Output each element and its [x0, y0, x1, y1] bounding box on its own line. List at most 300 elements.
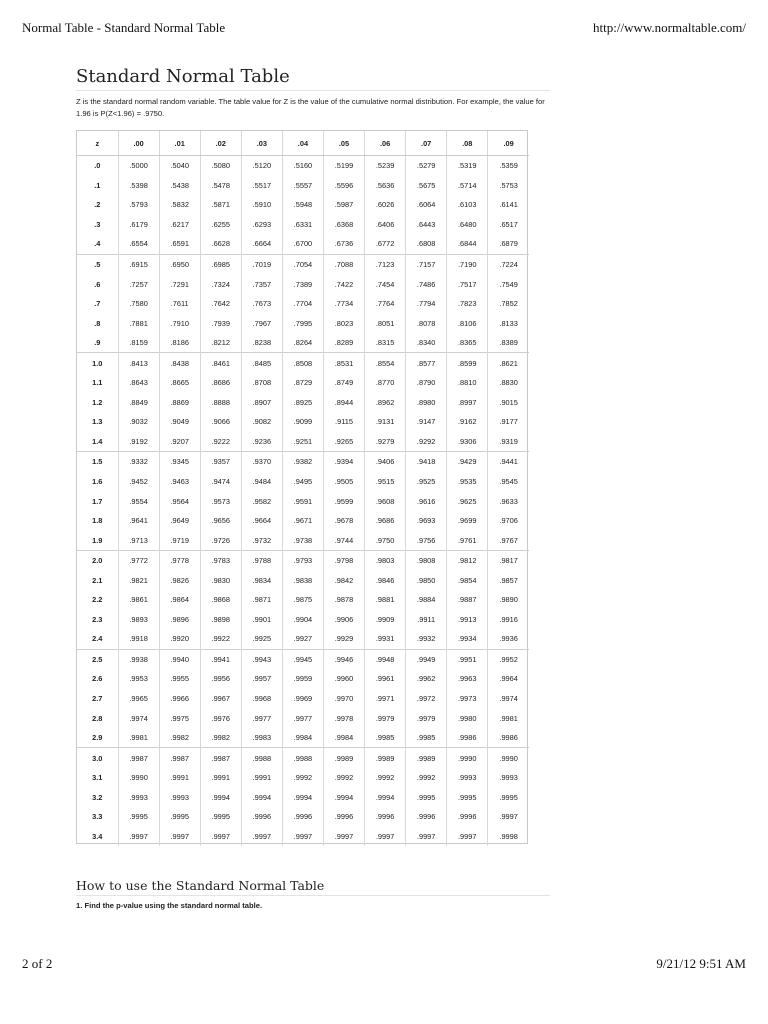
- probability-cell: .6950: [159, 254, 200, 274]
- probability-cell: .9608: [365, 491, 406, 511]
- probability-cell: .8665: [159, 373, 200, 393]
- probability-cell: .9545: [488, 472, 529, 492]
- probability-cell: .5871: [200, 195, 241, 215]
- probability-cell: .7995: [282, 313, 323, 333]
- probability-cell: .9985: [406, 728, 447, 748]
- probability-cell: .7190: [447, 254, 488, 274]
- probability-cell: .9750: [365, 530, 406, 550]
- probability-cell: .6808: [406, 234, 447, 254]
- probability-cell: .8023: [323, 313, 364, 333]
- z-value-cell: .2: [94, 200, 101, 210]
- probability-cell: .8708: [241, 373, 282, 393]
- probability-cell: .9966: [159, 689, 200, 709]
- probability-cell: .6554: [118, 234, 159, 254]
- table-row: [77, 768, 529, 788]
- probability-cell: .8289: [323, 333, 364, 353]
- probability-cell: .9147: [406, 412, 447, 432]
- section-divider: [76, 895, 550, 896]
- probability-cell: .9846: [365, 570, 406, 590]
- probability-cell: .9793: [282, 550, 323, 570]
- probability-cell: .9982: [159, 728, 200, 748]
- probability-cell: .9997: [323, 827, 364, 847]
- probability-cell: .9993: [159, 788, 200, 808]
- z-value-cell: 1.0: [77, 353, 118, 373]
- probability-cell: .9916: [488, 610, 529, 630]
- probability-cell: .7549: [488, 274, 529, 294]
- probability-cell: .9975: [159, 708, 200, 728]
- table-row: [77, 333, 529, 353]
- probability-cell: .9319: [488, 432, 529, 452]
- table-row: [77, 788, 529, 808]
- probability-cell: .9948: [365, 649, 406, 669]
- probability-cell: .9222: [200, 432, 241, 452]
- probability-cell: .9850: [406, 570, 447, 590]
- probability-cell: .9979: [406, 708, 447, 728]
- probability-cell: .9893: [118, 610, 159, 630]
- probability-cell: .7611: [159, 294, 200, 314]
- probability-cell: .7088: [323, 254, 364, 274]
- probability-cell: .9633: [488, 491, 529, 511]
- probability-cell: .9706: [488, 511, 529, 531]
- probability-cell: .9251: [282, 432, 323, 452]
- probability-cell: .9292: [406, 432, 447, 452]
- table-row: [77, 254, 529, 274]
- probability-cell: .9772: [118, 550, 159, 570]
- print-footer-datetime: 9/21/12 9:51 AM: [656, 956, 746, 971]
- probability-cell: .7734: [323, 294, 364, 314]
- probability-cell: .8078: [406, 313, 447, 333]
- probability-cell: .6628: [200, 234, 241, 254]
- probability-cell: .9861: [118, 590, 159, 610]
- z-value-cell: 2.7: [92, 694, 103, 704]
- probability-cell: .6443: [406, 215, 447, 235]
- probability-cell: .9941: [200, 649, 241, 669]
- probability-cell: .5753: [488, 176, 529, 196]
- probability-cell: .9964: [488, 669, 529, 689]
- probability-cell: .8869: [159, 393, 200, 413]
- probability-cell: .9798: [323, 550, 364, 570]
- probability-cell: .6517: [488, 215, 529, 235]
- probability-cell: .9834: [241, 570, 282, 590]
- probability-cell: .9909: [365, 610, 406, 630]
- probability-cell: .9932: [406, 629, 447, 649]
- probability-cell: .9177: [488, 412, 529, 432]
- probability-cell: .9957: [241, 669, 282, 689]
- probability-cell: .5987: [323, 195, 364, 215]
- probability-cell: .9995: [406, 788, 447, 808]
- probability-cell: .7764: [365, 294, 406, 314]
- probability-cell: .9996: [282, 807, 323, 827]
- probability-cell: .9656: [200, 511, 241, 531]
- probability-cell: .9990: [118, 768, 159, 788]
- probability-cell: .9997: [488, 807, 529, 827]
- z-value-cell: 3.3: [92, 812, 103, 822]
- probability-cell: .9732: [241, 530, 282, 550]
- probability-cell: .8599: [447, 353, 488, 373]
- probability-cell: .8962: [365, 393, 406, 413]
- probability-cell: .9951: [447, 649, 488, 669]
- section-title-how-to-use: How to use the Standard Normal Table: [76, 878, 325, 893]
- probability-cell: .9821: [118, 570, 159, 590]
- probability-cell: .9988: [241, 748, 282, 768]
- z-value-cell: 1.8: [92, 516, 103, 526]
- probability-cell: .7389: [282, 274, 323, 294]
- probability-cell: .8980: [406, 393, 447, 413]
- z-value-cell: 2.9: [92, 733, 103, 743]
- probability-cell: .9996: [406, 807, 447, 827]
- probability-cell: .8413: [118, 353, 159, 373]
- probability-cell: .9967: [200, 689, 241, 709]
- probability-cell: .8461: [200, 353, 241, 373]
- probability-cell: .9972: [406, 689, 447, 709]
- probability-cell: .9992: [365, 768, 406, 788]
- z-value-cell: 2.5: [77, 649, 118, 669]
- probability-cell: .9783: [200, 550, 241, 570]
- probability-cell: .7454: [365, 274, 406, 294]
- probability-cell: .9484: [241, 472, 282, 492]
- probability-cell: .9495: [282, 472, 323, 492]
- probability-cell: .9599: [323, 491, 364, 511]
- z-value-cell: .0: [94, 161, 101, 171]
- print-footer-page-number: 2 of 2: [22, 956, 53, 971]
- probability-cell: .9986: [488, 728, 529, 748]
- probability-cell: .9996: [323, 807, 364, 827]
- z-value-cell: 2.6: [92, 674, 103, 684]
- probability-cell: .9971: [365, 689, 406, 709]
- probability-cell: .9693: [406, 511, 447, 531]
- probability-cell: .8944: [323, 393, 364, 413]
- probability-cell: .9968: [241, 689, 282, 709]
- probability-cell: .6255: [200, 215, 241, 235]
- probability-cell: .7881: [118, 313, 159, 333]
- probability-cell: .5398: [118, 176, 159, 196]
- column-header: .04: [282, 131, 323, 156]
- column-header: .07: [406, 131, 447, 156]
- probability-cell: .9979: [365, 708, 406, 728]
- probability-cell: .9996: [365, 807, 406, 827]
- z-value-cell: 3.1: [92, 773, 103, 783]
- probability-cell: .8106: [447, 313, 488, 333]
- probability-cell: .9463: [159, 472, 200, 492]
- probability-cell: .9854: [447, 570, 488, 590]
- probability-cell: .9994: [241, 788, 282, 808]
- probability-cell: .9986: [447, 728, 488, 748]
- table-row: [77, 353, 529, 373]
- probability-cell: .9925: [241, 629, 282, 649]
- probability-cell: .9995: [200, 807, 241, 827]
- table-row: [77, 195, 529, 215]
- probability-cell: .9890: [488, 590, 529, 610]
- probability-cell: .7580: [118, 294, 159, 314]
- z-value-cell: 1.7: [92, 496, 103, 506]
- probability-cell: .9927: [282, 629, 323, 649]
- z-value-cell: 1.9: [92, 535, 103, 545]
- probability-cell: .5517: [241, 176, 282, 196]
- probability-cell: .9973: [447, 689, 488, 709]
- probability-cell: .5793: [118, 195, 159, 215]
- probability-cell: .9756: [406, 530, 447, 550]
- probability-cell: .8749: [323, 373, 364, 393]
- table-row: [77, 373, 529, 393]
- z-value-cell: .5: [77, 254, 118, 274]
- probability-cell: .9922: [200, 629, 241, 649]
- probability-cell: .5199: [323, 156, 364, 176]
- z-value-cell: .6: [94, 279, 101, 289]
- table-row: [77, 294, 529, 314]
- table-row: [77, 452, 529, 472]
- table-row: [77, 511, 529, 531]
- probability-cell: .9961: [365, 669, 406, 689]
- probability-cell: .9306: [447, 432, 488, 452]
- probability-cell: .5636: [365, 176, 406, 196]
- probability-cell: .6368: [323, 215, 364, 235]
- probability-cell: .8365: [447, 333, 488, 353]
- probability-cell: .9878: [323, 590, 364, 610]
- z-value-cell: 1.4: [92, 436, 103, 446]
- probability-cell: .8810: [447, 373, 488, 393]
- probability-cell: .9738: [282, 530, 323, 550]
- probability-cell: .9998: [488, 827, 529, 847]
- probability-cell: .9945: [282, 649, 323, 669]
- column-header: .01: [159, 131, 200, 156]
- probability-cell: .5080: [200, 156, 241, 176]
- probability-cell: .9991: [200, 768, 241, 788]
- probability-cell: .8212: [200, 333, 241, 353]
- probability-cell: .9591: [282, 491, 323, 511]
- probability-cell: .8997: [447, 393, 488, 413]
- probability-cell: .7157: [406, 254, 447, 274]
- probability-cell: .9943: [241, 649, 282, 669]
- probability-cell: .5359: [488, 156, 529, 176]
- probability-cell: .7357: [241, 274, 282, 294]
- probability-cell: .8264: [282, 333, 323, 353]
- probability-cell: .9099: [282, 412, 323, 432]
- probability-cell: .5832: [159, 195, 200, 215]
- probability-cell: .6985: [200, 254, 241, 274]
- table-row: [77, 728, 529, 748]
- probability-cell: .8621: [488, 353, 529, 373]
- probability-cell: .9936: [488, 629, 529, 649]
- probability-cell: .9980: [447, 708, 488, 728]
- probability-cell: .9192: [118, 432, 159, 452]
- probability-cell: .9987: [200, 748, 241, 768]
- probability-cell: .9931: [365, 629, 406, 649]
- probability-cell: .8389: [488, 333, 529, 353]
- probability-cell: .9992: [323, 768, 364, 788]
- table-row: [77, 472, 529, 492]
- column-header: .02: [200, 131, 241, 156]
- z-value-cell: 1.3: [92, 417, 103, 427]
- probability-cell: .8438: [159, 353, 200, 373]
- probability-cell: .9162: [447, 412, 488, 432]
- probability-cell: .8830: [488, 373, 529, 393]
- probability-cell: .9989: [406, 748, 447, 768]
- probability-cell: .6480: [447, 215, 488, 235]
- z-value-cell: 1.1: [92, 378, 103, 388]
- probability-cell: .5319: [447, 156, 488, 176]
- probability-cell: .9382: [282, 452, 323, 472]
- probability-cell: .9934: [447, 629, 488, 649]
- probability-cell: .5557: [282, 176, 323, 196]
- probability-cell: .9970: [323, 689, 364, 709]
- table-row: [77, 669, 529, 689]
- probability-cell: .7019: [241, 254, 282, 274]
- probability-cell: .9015: [488, 393, 529, 413]
- probability-cell: .7704: [282, 294, 323, 314]
- probability-cell: .9049: [159, 412, 200, 432]
- probability-cell: .9719: [159, 530, 200, 550]
- probability-cell: .9767: [488, 530, 529, 550]
- probability-cell: .5675: [406, 176, 447, 196]
- table-row: [77, 708, 529, 728]
- probability-cell: .9995: [159, 807, 200, 827]
- probability-cell: .9938: [118, 649, 159, 669]
- probability-cell: .9994: [282, 788, 323, 808]
- probability-cell: .9573: [200, 491, 241, 511]
- probability-cell: .9726: [200, 530, 241, 550]
- probability-cell: .5000: [118, 156, 159, 176]
- table-row: [77, 491, 529, 511]
- probability-cell: .9995: [447, 788, 488, 808]
- probability-cell: .9744: [323, 530, 364, 550]
- probability-cell: .9996: [241, 807, 282, 827]
- probability-cell: .9564: [159, 491, 200, 511]
- probability-cell: .9817: [488, 550, 529, 570]
- probability-cell: .9066: [200, 412, 241, 432]
- probability-cell: .9987: [118, 748, 159, 768]
- probability-cell: .9997: [241, 827, 282, 847]
- column-header-z: z: [77, 131, 118, 156]
- probability-cell: .9370: [241, 452, 282, 472]
- probability-cell: .9994: [200, 788, 241, 808]
- probability-cell: .5596: [323, 176, 364, 196]
- z-value-cell: .1: [94, 180, 101, 190]
- probability-cell: .7422: [323, 274, 364, 294]
- probability-cell: .5478: [200, 176, 241, 196]
- probability-cell: .9332: [118, 452, 159, 472]
- probability-cell: .9803: [365, 550, 406, 570]
- probability-cell: .9788: [241, 550, 282, 570]
- probability-cell: .9996: [447, 807, 488, 827]
- probability-cell: .9949: [406, 649, 447, 669]
- z-value-cell: .4: [94, 239, 101, 249]
- probability-cell: .9535: [447, 472, 488, 492]
- probability-cell: .9984: [323, 728, 364, 748]
- probability-cell: .6217: [159, 215, 200, 235]
- probability-cell: .5160: [282, 156, 323, 176]
- probability-cell: .9981: [488, 708, 529, 728]
- probability-cell: .7823: [447, 294, 488, 314]
- probability-cell: .9946: [323, 649, 364, 669]
- probability-cell: .9857: [488, 570, 529, 590]
- probability-cell: .9985: [365, 728, 406, 748]
- probability-cell: .9991: [241, 768, 282, 788]
- probability-cell: .9664: [241, 511, 282, 531]
- probability-cell: .6844: [447, 234, 488, 254]
- probability-cell: .9982: [200, 728, 241, 748]
- probability-cell: .9429: [447, 452, 488, 472]
- probability-cell: .8577: [406, 353, 447, 373]
- probability-cell: .9881: [365, 590, 406, 610]
- probability-cell: .6103: [447, 195, 488, 215]
- probability-cell: .9082: [241, 412, 282, 432]
- probability-cell: .9904: [282, 610, 323, 630]
- table-row: [77, 393, 529, 413]
- probability-cell: .6772: [365, 234, 406, 254]
- probability-cell: .9474: [200, 472, 241, 492]
- column-header: .00: [118, 131, 159, 156]
- probability-cell: .9279: [365, 432, 406, 452]
- probability-cell: .9953: [118, 669, 159, 689]
- probability-cell: .9993: [447, 768, 488, 788]
- probability-cell: .9826: [159, 570, 200, 590]
- probability-cell: .9761: [447, 530, 488, 550]
- probability-cell: .9940: [159, 649, 200, 669]
- probability-cell: .8159: [118, 333, 159, 353]
- standard-normal-table: [77, 131, 529, 846]
- probability-cell: .8315: [365, 333, 406, 353]
- probability-cell: .7642: [200, 294, 241, 314]
- probability-cell: .9990: [488, 748, 529, 768]
- probability-cell: .9993: [118, 788, 159, 808]
- probability-cell: .9812: [447, 550, 488, 570]
- probability-cell: .9920: [159, 629, 200, 649]
- probability-cell: .9990: [447, 748, 488, 768]
- probability-cell: .9956: [200, 669, 241, 689]
- table-row: [77, 827, 529, 847]
- probability-cell: .6591: [159, 234, 200, 254]
- probability-cell: .9898: [200, 610, 241, 630]
- probability-cell: .9115: [323, 412, 364, 432]
- probability-cell: .9959: [282, 669, 323, 689]
- z-value-cell: 2.4: [92, 634, 103, 644]
- probability-cell: .7224: [488, 254, 529, 274]
- probability-cell: .8186: [159, 333, 200, 353]
- probability-cell: .6141: [488, 195, 529, 215]
- probability-cell: .7291: [159, 274, 200, 294]
- probability-cell: .8888: [200, 393, 241, 413]
- probability-cell: .8485: [241, 353, 282, 373]
- probability-cell: .8554: [365, 353, 406, 373]
- z-value-cell: .7: [94, 299, 101, 309]
- probability-cell: .7486: [406, 274, 447, 294]
- z-value-cell: .8: [94, 318, 101, 328]
- z-value-cell: 2.2: [92, 595, 103, 605]
- probability-cell: .9830: [200, 570, 241, 590]
- probability-cell: .9952: [488, 649, 529, 669]
- z-value-cell: .3: [94, 219, 101, 229]
- probability-cell: .9987: [159, 748, 200, 768]
- table-row: [77, 412, 529, 432]
- probability-cell: .9864: [159, 590, 200, 610]
- probability-cell: .9616: [406, 491, 447, 511]
- probability-cell: .8925: [282, 393, 323, 413]
- probability-cell: .9236: [241, 432, 282, 452]
- probability-cell: .9678: [323, 511, 364, 531]
- table-row: [77, 274, 529, 294]
- probability-cell: .9901: [241, 610, 282, 630]
- probability-cell: .9997: [365, 827, 406, 847]
- probability-cell: .9963: [447, 669, 488, 689]
- table-row: [77, 570, 529, 590]
- probability-cell: .9699: [447, 511, 488, 531]
- probability-cell: .9345: [159, 452, 200, 472]
- z-value-cell: 3.0: [77, 748, 118, 768]
- probability-cell: .6879: [488, 234, 529, 254]
- probability-cell: .8051: [365, 313, 406, 333]
- probability-cell: .9977: [241, 708, 282, 728]
- probability-cell: .9671: [282, 511, 323, 531]
